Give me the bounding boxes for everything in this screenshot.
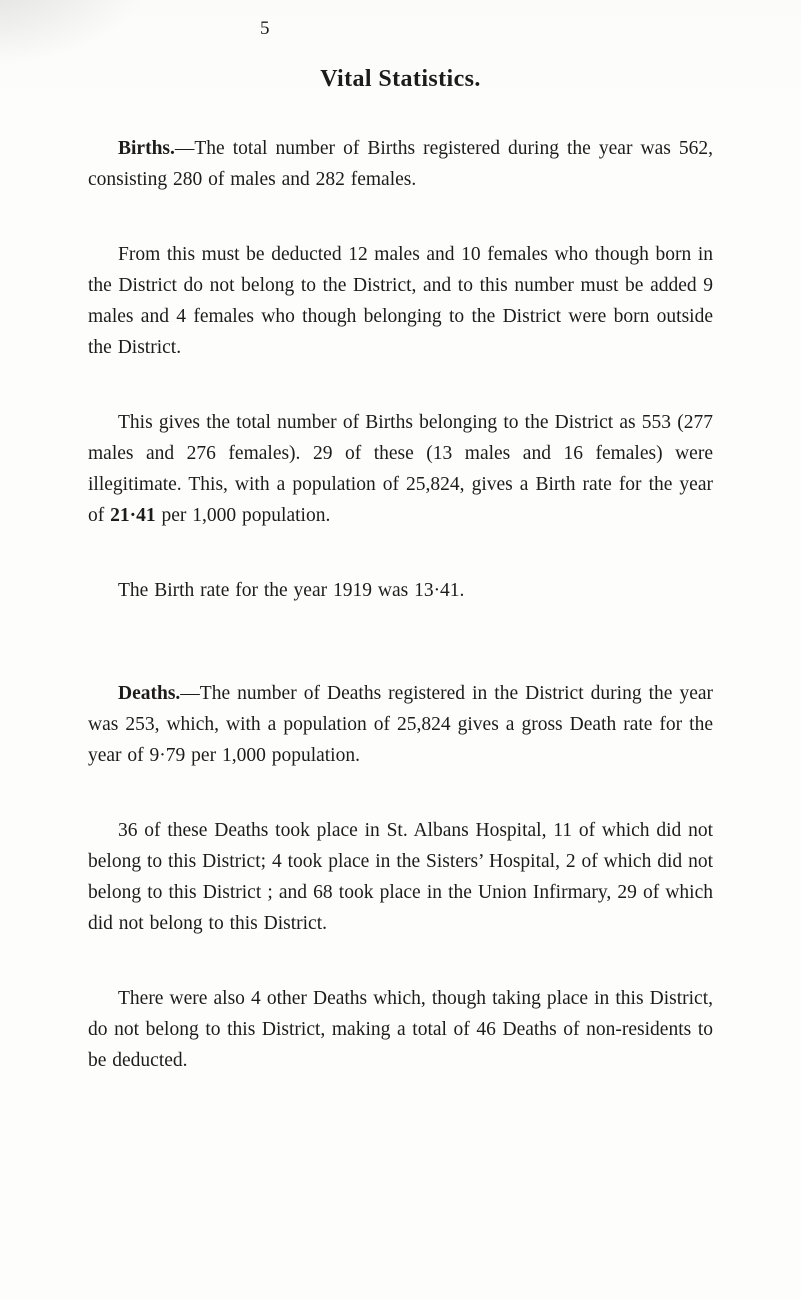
deaths-lead: Deaths. bbox=[118, 683, 181, 704]
births-text: —The total number of Births registered during the year was 562, consisting 280 of males and 282 females. bbox=[88, 138, 713, 190]
paragraph-birth-rate-1919 bbox=[88, 575, 713, 606]
birth-rate-text: This gives the total number of Births belonging to the District as 553 (277 males and 276 females). 29 of these (13 males and 16 females) were illegitimate. This, with a population of 25,824, gives a Birth rate for the year of bbox=[88, 412, 713, 526]
paragraph-hospital-deaths bbox=[88, 815, 713, 939]
deducted-text: From this must be deducted 12 males and 10 females who though born in the District do not belong to the District, and to this number must be added 9 males and 4 females who though belonging to the District were born outside the District. bbox=[88, 244, 713, 358]
births-lead: Births. bbox=[118, 138, 175, 159]
paragraph-deducted bbox=[88, 239, 713, 363]
page-content bbox=[0, 66, 801, 1076]
birth-rate-value: 21·41 bbox=[110, 505, 156, 526]
paragraph-births bbox=[88, 133, 713, 195]
paragraph-deaths bbox=[88, 678, 713, 771]
rate-1919-text: The Birth rate for the year 1919 was 13·41. bbox=[118, 580, 465, 601]
paragraph-non-residents bbox=[88, 983, 713, 1076]
deaths-text: —The number of Deaths registered in the District during the year was 253, which, with a population of 25,824 gives a gross Death rate for the year of 9·79 per 1,000 population. bbox=[88, 683, 713, 766]
page-number: 5 bbox=[260, 18, 271, 39]
hospital-text: 36 of these Deaths took place in St. Albans Hospital, 11 of which did not belong to this District; 4 took place in the Sisters’ Hospital, 2 of which did not belong to this District ; and 68 took place in the Union Infirmary, 29 of which did not belong to this District. bbox=[88, 820, 713, 934]
paragraph-birth-rate bbox=[88, 407, 713, 531]
non-residents-text: There were also 4 other Deaths which, though taking place in this District, do not belong to this District, making a total of 46 Deaths of non-residents to be deducted. bbox=[88, 988, 713, 1071]
birth-rate-text-after: per 1,000 population. bbox=[155, 505, 331, 526]
page-title: Vital Statistics. bbox=[320, 66, 481, 92]
